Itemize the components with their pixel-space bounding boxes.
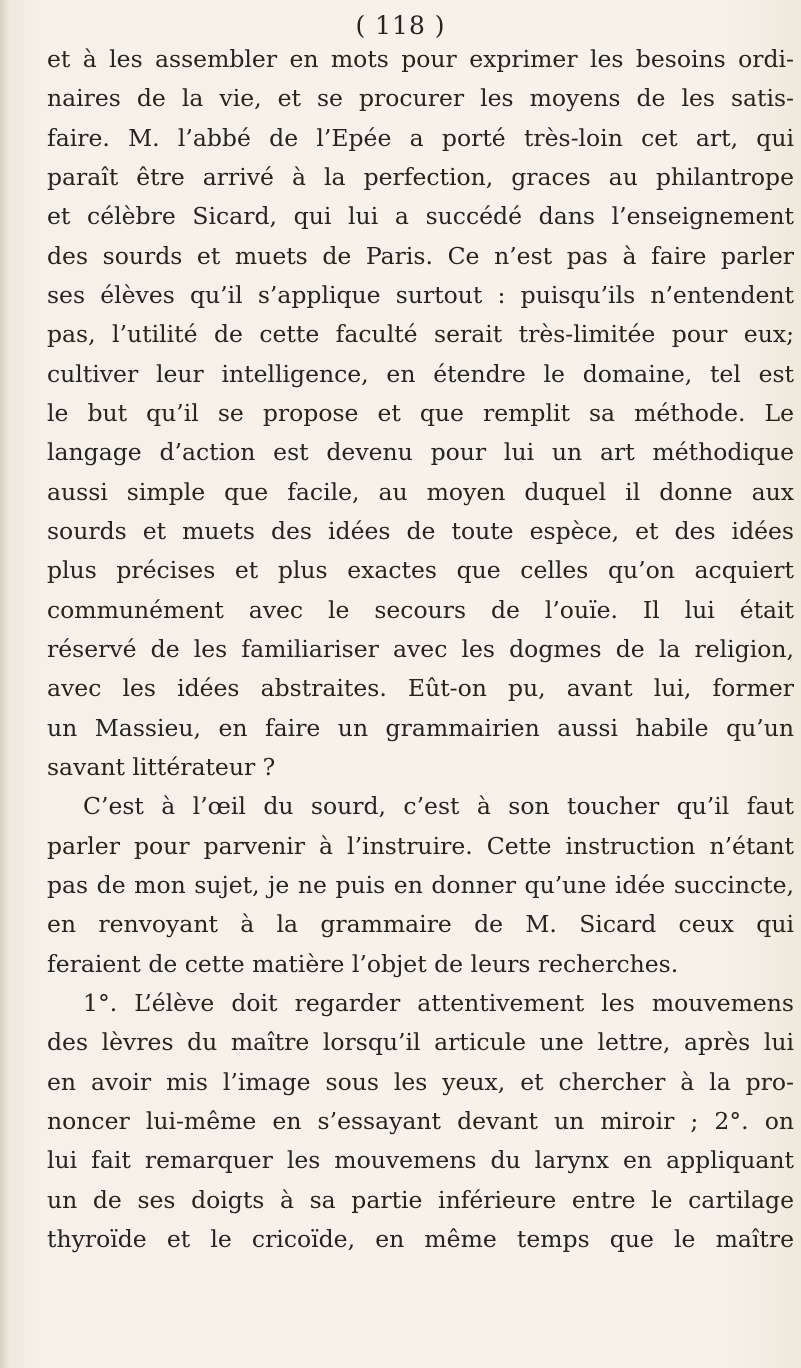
text-line: avec les idées abstraites. Eût-on pu, avant lui, former [47,674,794,703]
text-line: lui fait remarquer les mouvemens du larynx en appliquant [47,1146,794,1175]
text-line: faire. M. l’abbé de l’Epée a porté très-loin cet art, qui [47,123,794,152]
text-line: savant littérateur ? [47,752,276,781]
text-line: cultiver leur intelligence, en étendre le domaine, tel est [47,359,794,388]
text-line: des sourds et muets de Paris. Ce n’est pas à faire parler [47,241,794,270]
text-line: réservé de les familiariser avec les dogmes de la religion, [47,634,794,663]
text-line: des lèvres du maître lorsqu’il articule une lettre, après lui [47,1028,794,1057]
text-line: parler pour parvenir à l’instruire. Cette instruction n’étant [47,831,794,860]
text-line: en avoir mis l’image sous les yeux, et chercher à la pro- [47,1067,794,1096]
text-line: plus précises et plus exactes que celles qu’on acquiert [47,556,794,585]
text-line: un de ses doigts à sa partie inférieure entre le cartilage [47,1185,794,1214]
body-text [47,40,794,1259]
page-number: ( 118 ) [355,11,446,40]
text-line: 1°. L’élève doit regarder attentivement les mouvemens [83,988,794,1017]
text-line: noncer lui-même en s’essayant devant un miroir ; 2°. on [47,1106,794,1135]
text-line: et célèbre Sicard, qui lui a succédé dans l’enseignement [47,202,794,231]
text-line: ses élèves qu’il s’applique surtout : puisqu’ils n’entendent [47,280,794,309]
text-line: un Massieu, en faire un grammairien aussi habile qu’un [47,713,794,742]
text-line: thyroïde et le cricoïde, en même temps que le maître [47,1224,794,1253]
text-line: langage d’action est devenu pour lui un art méthodique [47,438,794,467]
text-line: feraient de cette matière l’objet de leurs recherches. [47,949,679,978]
text-line: le but qu’il se propose et que remplit sa méthode. Le [47,398,794,427]
text-line: paraît être arrivé à la perfection, graces au philantrope [47,162,794,191]
text-line: en renvoyant à la grammaire de M. Sicard ceux qui [47,910,794,939]
text-line: C’est à l’œil du sourd, c’est à son toucher qu’il faut [83,792,794,821]
text-line: et à les assembler en mots pour exprimer les besoins ordi- [47,45,794,73]
text-line: pas, l’utilité de cette faculté serait très-limitée pour eux; [47,320,794,349]
text-line: sourds et muets des idées de toute espèce, et des idées [47,516,794,545]
text-line: naires de la vie, et se procurer les moyens de les satis- [47,84,794,113]
page-gutter-shadow [0,0,10,1368]
text-line: communément avec le secours de l’ouïe. Il lui était [47,595,794,624]
text-line: aussi simple que facile, au moyen duquel il donne aux [47,477,794,506]
text-line: pas de mon sujet, je ne puis en donner qu’une idée succincte, [47,870,794,899]
